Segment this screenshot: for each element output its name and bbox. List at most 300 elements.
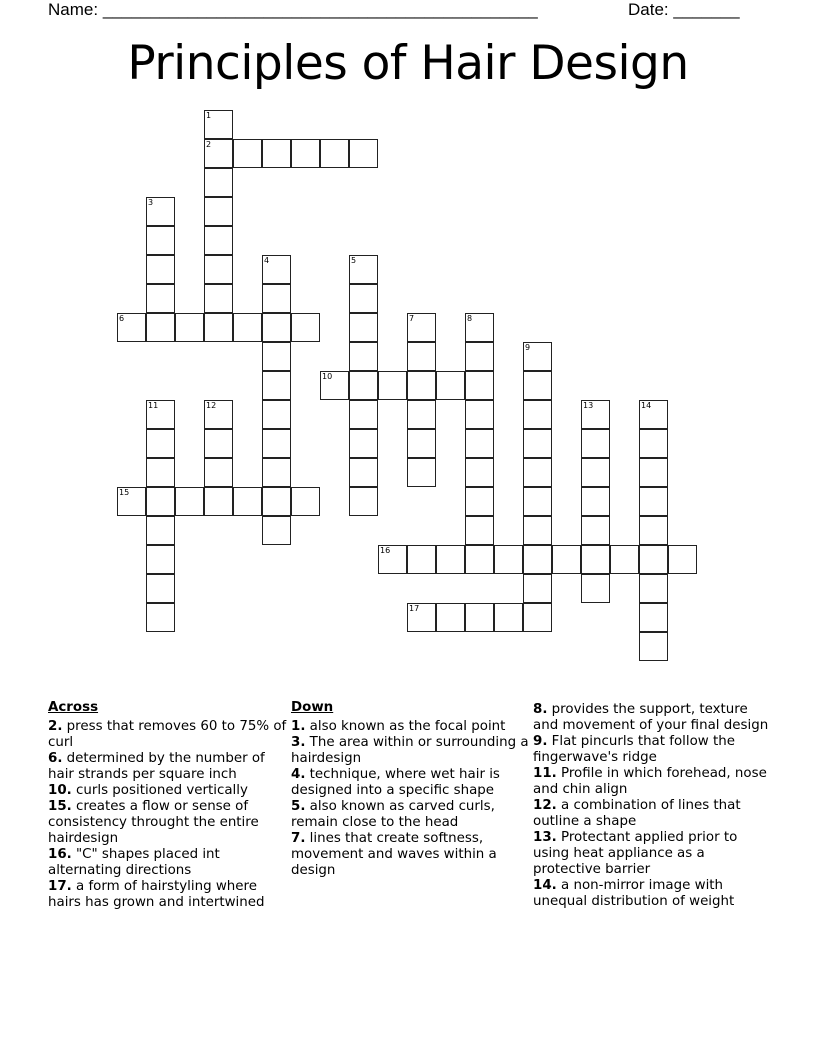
grid-cell[interactable] (523, 487, 552, 516)
clue-text: Profile in which forehead, nose and chin align (533, 766, 767, 797)
clue-item (48, 879, 288, 911)
cell-input[interactable] (147, 459, 174, 486)
clue-number: 9 (525, 343, 531, 352)
grid-cell[interactable] (262, 313, 291, 342)
cell-input[interactable] (263, 343, 290, 370)
cell-input[interactable] (582, 401, 609, 428)
clue-number: 6 (119, 314, 125, 323)
grid-cell[interactable] (465, 458, 494, 487)
grid-cell[interactable] (262, 400, 291, 429)
clue-text: technique, where wet hair is designed into a specific shape (291, 767, 500, 798)
cell-input[interactable] (640, 575, 667, 602)
grid-cell[interactable] (320, 139, 349, 168)
clue-number: 5 (351, 256, 357, 265)
cell-input[interactable] (292, 140, 319, 167)
cell-input[interactable] (234, 140, 261, 167)
grid-cell[interactable] (552, 545, 581, 574)
grid-cell[interactable] (523, 371, 552, 400)
down-clue-list (291, 719, 531, 879)
clue-item (48, 751, 288, 783)
cell-input[interactable] (524, 604, 551, 631)
grid-cell[interactable] (349, 313, 378, 342)
grid-cell[interactable] (581, 487, 610, 516)
grid-cell[interactable] (523, 603, 552, 632)
grid-cell[interactable] (523, 516, 552, 545)
grid-cell[interactable] (262, 139, 291, 168)
clue-text: a combination of lines that outline a shape (533, 798, 741, 829)
clue-item (533, 766, 773, 798)
grid-cell[interactable] (523, 342, 552, 371)
cell-input[interactable] (524, 372, 551, 399)
clue-number: 8. (533, 702, 548, 717)
cell-input[interactable] (466, 430, 493, 457)
cell-input[interactable] (263, 314, 290, 341)
grid-cell[interactable] (146, 400, 175, 429)
clue-number: 3. (291, 735, 306, 750)
grid-cell[interactable] (407, 371, 436, 400)
name-label: Name: (48, 0, 99, 19)
grid-cell[interactable] (349, 284, 378, 313)
grid-cell[interactable] (465, 603, 494, 632)
cell-input[interactable] (466, 459, 493, 486)
cell-input[interactable] (263, 285, 290, 312)
cell-input[interactable] (350, 285, 377, 312)
cell-input[interactable] (466, 488, 493, 515)
cell-input[interactable] (524, 401, 551, 428)
grid-cell[interactable] (117, 313, 146, 342)
cell-input[interactable] (524, 517, 551, 544)
cell-input[interactable] (234, 488, 261, 515)
clue-item (291, 735, 531, 767)
cell-input[interactable] (350, 372, 377, 399)
grid-cell[interactable] (407, 400, 436, 429)
clue-number: 9. (533, 734, 548, 749)
clue-item (291, 719, 531, 735)
clue-number: 3 (148, 198, 154, 207)
clue-number: 15 (119, 488, 130, 497)
cell-input[interactable] (524, 459, 551, 486)
grid-cell[interactable] (262, 371, 291, 400)
cell-input[interactable] (263, 401, 290, 428)
cell-input[interactable] (582, 459, 609, 486)
cell-input[interactable] (263, 372, 290, 399)
cell-input[interactable] (263, 140, 290, 167)
cell-input[interactable] (263, 459, 290, 486)
cell-input[interactable] (350, 488, 377, 515)
cell-input[interactable] (582, 430, 609, 457)
grid-cell[interactable] (494, 545, 523, 574)
grid-cell[interactable] (407, 545, 436, 574)
cell-input[interactable] (611, 546, 638, 573)
clue-text: provides the support, texture and movement of your final design (533, 702, 769, 733)
grid-cell[interactable] (175, 313, 204, 342)
cell-input[interactable] (205, 314, 232, 341)
cell-input[interactable] (263, 488, 290, 515)
name-blank[interactable]: ______________________________________________ (102, 0, 538, 19)
cell-input[interactable] (582, 546, 609, 573)
grid-cell[interactable] (465, 516, 494, 545)
clue-number: 11 (148, 401, 159, 410)
grid-cell[interactable] (146, 574, 175, 603)
clue-text: Flat pincurls that follow the fingerwave's ridge (533, 734, 735, 765)
cell-input[interactable] (640, 401, 667, 428)
clue-number: 4. (291, 767, 306, 782)
cell-input[interactable] (408, 459, 435, 486)
grid-cell[interactable] (436, 545, 465, 574)
cell-input[interactable] (263, 430, 290, 457)
down-heading: Down (291, 700, 334, 715)
grid-cell[interactable] (523, 545, 552, 574)
grid-cell[interactable] (146, 458, 175, 487)
cell-input[interactable] (640, 488, 667, 515)
cell-input[interactable] (147, 488, 174, 515)
clue-number: 16. (48, 847, 72, 862)
grid-cell[interactable] (146, 487, 175, 516)
cell-input[interactable] (147, 517, 174, 544)
clue-number: 1. (291, 719, 306, 734)
grid-cell[interactable] (639, 429, 668, 458)
clue-item (48, 783, 288, 799)
grid-cell[interactable] (407, 429, 436, 458)
grid-cell[interactable] (204, 284, 233, 313)
cell-input[interactable] (147, 285, 174, 312)
grid-cell[interactable] (581, 545, 610, 574)
grid-cell[interactable] (668, 545, 697, 574)
grid-cell[interactable] (523, 429, 552, 458)
grid-cell[interactable] (349, 400, 378, 429)
cell-input[interactable] (408, 430, 435, 457)
grid-cell[interactable] (349, 429, 378, 458)
grid-cell[interactable] (436, 371, 465, 400)
clue-text: Protectant applied prior to using heat appliance as a protective barrier (533, 830, 738, 877)
clue-number: 13. (533, 830, 557, 845)
grid-cell[interactable] (262, 516, 291, 545)
grid-cell[interactable] (204, 168, 233, 197)
clue-number: 17. (48, 879, 72, 894)
across-heading: Across (48, 700, 99, 715)
cell-input[interactable] (640, 517, 667, 544)
cell-input[interactable] (524, 430, 551, 457)
cell-input[interactable] (147, 546, 174, 573)
cell-input[interactable] (553, 546, 580, 573)
cell-input[interactable] (205, 140, 232, 167)
cell-input[interactable] (350, 430, 377, 457)
grid-cell[interactable] (146, 516, 175, 545)
grid-cell[interactable] (146, 255, 175, 284)
grid-cell[interactable] (204, 487, 233, 516)
grid-cell[interactable] (262, 284, 291, 313)
grid-cell[interactable] (465, 545, 494, 574)
grid-cell[interactable] (494, 603, 523, 632)
grid-cell[interactable] (204, 313, 233, 342)
grid-cell[interactable] (204, 110, 233, 139)
grid-cell[interactable] (262, 342, 291, 371)
grid-cell[interactable] (320, 371, 349, 400)
clue-item (533, 702, 773, 734)
clue-number: 1 (206, 111, 212, 120)
grid-cell[interactable] (204, 139, 233, 168)
across-clue-list (48, 719, 288, 911)
grid-cell[interactable] (349, 342, 378, 371)
grid-cell[interactable] (349, 487, 378, 516)
grid-cell[interactable] (523, 400, 552, 429)
cell-input[interactable] (582, 488, 609, 515)
clue-number: 16 (380, 546, 391, 555)
clue-number: 8 (467, 314, 473, 323)
cell-input[interactable] (147, 575, 174, 602)
clue-text: a non-mirror image with unequal distribution of weight (533, 878, 735, 909)
grid-cell[interactable] (204, 197, 233, 226)
grid-cell[interactable] (204, 255, 233, 284)
down-clue-list-continued (533, 702, 773, 910)
cell-input[interactable] (495, 604, 522, 631)
down-clues-continued (533, 702, 773, 910)
cell-input[interactable] (205, 227, 232, 254)
cell-input[interactable] (147, 198, 174, 225)
cell-input[interactable] (350, 140, 377, 167)
grid-cell[interactable] (378, 545, 407, 574)
grid-cell[interactable] (436, 603, 465, 632)
clue-item (291, 831, 531, 879)
cell-input[interactable] (205, 198, 232, 225)
cell-input[interactable] (205, 459, 232, 486)
cell-input[interactable] (437, 604, 464, 631)
cell-input[interactable] (350, 343, 377, 370)
cell-input[interactable] (408, 604, 435, 631)
clue-item (533, 830, 773, 878)
cell-input[interactable] (408, 314, 435, 341)
clue-number: 4 (264, 256, 270, 265)
cell-input[interactable] (263, 517, 290, 544)
grid-cell[interactable] (639, 400, 668, 429)
cell-input[interactable] (234, 314, 261, 341)
cell-input[interactable] (350, 256, 377, 283)
cell-input[interactable] (437, 546, 464, 573)
cell-input[interactable] (466, 372, 493, 399)
grid-cell[interactable] (262, 458, 291, 487)
grid-cell[interactable] (639, 487, 668, 516)
cell-input[interactable] (408, 372, 435, 399)
cell-input[interactable] (205, 488, 232, 515)
cell-input[interactable] (466, 604, 493, 631)
clue-number: 15. (48, 799, 72, 814)
clue-number: 10 (322, 372, 333, 381)
clue-number: 11. (533, 766, 557, 781)
clue-number: 17 (409, 604, 420, 613)
grid-cell[interactable] (233, 313, 262, 342)
across-clues (48, 700, 288, 911)
cell-input[interactable] (640, 430, 667, 457)
cell-input[interactable] (524, 343, 551, 370)
grid-cell[interactable] (378, 371, 407, 400)
clue-item (291, 799, 531, 831)
grid-cell[interactable] (146, 313, 175, 342)
grid-cell[interactable] (465, 429, 494, 458)
grid-cell[interactable] (349, 255, 378, 284)
clue-item (291, 767, 531, 799)
cell-input[interactable] (176, 488, 203, 515)
cell-input[interactable] (205, 169, 232, 196)
clue-text: The area within or surrounding a hairdesign (291, 735, 529, 766)
cell-input[interactable] (582, 517, 609, 544)
cell-input[interactable] (350, 314, 377, 341)
grid-cell[interactable] (465, 371, 494, 400)
cell-input[interactable] (408, 546, 435, 573)
cell-input[interactable] (118, 488, 145, 515)
grid-cell[interactable] (407, 342, 436, 371)
grid-cell[interactable] (146, 284, 175, 313)
grid-cell[interactable] (639, 603, 668, 632)
cell-input[interactable] (350, 459, 377, 486)
cell-input[interactable] (205, 430, 232, 457)
down-clues (291, 700, 531, 879)
grid-cell[interactable] (204, 458, 233, 487)
clue-item (48, 847, 288, 879)
grid-cell[interactable] (262, 429, 291, 458)
cell-input[interactable] (524, 546, 551, 573)
grid-cell[interactable] (639, 545, 668, 574)
grid-cell[interactable] (465, 342, 494, 371)
cell-input[interactable] (147, 256, 174, 283)
grid-cell[interactable] (639, 516, 668, 545)
clue-number: 7 (409, 314, 415, 323)
cell-input[interactable] (350, 401, 377, 428)
grid-cell[interactable] (610, 545, 639, 574)
clue-text: curls positioned vertically (71, 783, 248, 798)
cell-input[interactable] (379, 546, 406, 573)
cell-input[interactable] (524, 575, 551, 602)
clue-item (533, 734, 773, 766)
page-title: Principles of Hair Design (127, 36, 689, 91)
grid-cell[interactable] (465, 400, 494, 429)
cell-input[interactable] (205, 111, 232, 138)
clue-number: 2. (48, 719, 63, 734)
grid-cell[interactable] (465, 487, 494, 516)
cell-input[interactable] (466, 314, 493, 341)
clue-number: 2 (206, 140, 212, 149)
cell-input[interactable] (147, 401, 174, 428)
cell-input[interactable] (466, 546, 493, 573)
grid-cell[interactable] (146, 226, 175, 255)
clue-text: lines that create softness, movement and waves within a design (291, 831, 497, 878)
cell-input[interactable] (437, 372, 464, 399)
grid-cell[interactable] (146, 429, 175, 458)
clue-text: "C" shapes placed int alternating directions (48, 847, 220, 878)
grid-cell[interactable] (523, 458, 552, 487)
clue-number: 7. (291, 831, 306, 846)
cell-input[interactable] (205, 401, 232, 428)
cell-input[interactable] (147, 430, 174, 457)
clue-number: 12. (533, 798, 557, 813)
cell-input[interactable] (147, 314, 174, 341)
cell-input[interactable] (669, 546, 696, 573)
grid-cell[interactable] (407, 603, 436, 632)
grid-cell[interactable] (581, 400, 610, 429)
grid-cell[interactable] (349, 139, 378, 168)
clue-text: also known as carved curls, remain close to the head (291, 799, 495, 830)
cell-input[interactable] (495, 546, 522, 573)
cell-input[interactable] (466, 517, 493, 544)
grid-cell[interactable] (349, 371, 378, 400)
grid-cell[interactable] (407, 458, 436, 487)
cell-input[interactable] (582, 575, 609, 602)
grid-cell[interactable] (262, 255, 291, 284)
cell-input[interactable] (292, 314, 319, 341)
date-blank[interactable]: _______ (673, 0, 740, 19)
cell-input[interactable] (292, 488, 319, 515)
clue-number: 12 (206, 401, 217, 410)
cell-input[interactable] (408, 401, 435, 428)
cell-input[interactable] (466, 343, 493, 370)
grid-cell[interactable] (204, 429, 233, 458)
cell-input[interactable] (147, 604, 174, 631)
clue-number: 5. (291, 799, 306, 814)
clue-text: creates a flow or sense of consistency throught the entire hairdesign (48, 799, 259, 846)
grid-cell[interactable] (233, 487, 262, 516)
grid-cell[interactable] (581, 574, 610, 603)
clue-number: 14. (533, 878, 557, 893)
grid-cell[interactable] (291, 313, 320, 342)
cell-input[interactable] (205, 256, 232, 283)
grid-cell[interactable] (581, 458, 610, 487)
grid-cell[interactable] (146, 197, 175, 226)
cell-input[interactable] (640, 604, 667, 631)
grid-cell[interactable] (581, 429, 610, 458)
cell-input[interactable] (118, 314, 145, 341)
grid-cell[interactable] (291, 139, 320, 168)
cell-input[interactable] (408, 343, 435, 370)
cell-input[interactable] (321, 140, 348, 167)
grid-cell[interactable] (117, 487, 146, 516)
clue-number: 13 (583, 401, 594, 410)
grid-cell[interactable] (639, 458, 668, 487)
clue-item (533, 798, 773, 830)
cell-input[interactable] (524, 488, 551, 515)
cell-input[interactable] (640, 633, 667, 660)
grid-cell[interactable] (175, 487, 204, 516)
grid-cell[interactable] (523, 574, 552, 603)
grid-cell[interactable] (146, 603, 175, 632)
grid-cell[interactable] (204, 400, 233, 429)
grid-cell[interactable] (581, 516, 610, 545)
grid-cell[interactable] (407, 313, 436, 342)
grid-cell[interactable] (262, 487, 291, 516)
grid-cell[interactable] (639, 574, 668, 603)
cell-input[interactable] (147, 227, 174, 254)
clue-text: determined by the number of hair strands per square inch (48, 751, 265, 782)
grid-cell[interactable] (146, 545, 175, 574)
cell-input[interactable] (466, 401, 493, 428)
date-label: Date: (628, 0, 669, 19)
cell-input[interactable] (640, 546, 667, 573)
cell-input[interactable] (321, 372, 348, 399)
grid-cell[interactable] (465, 313, 494, 342)
grid-cell[interactable] (233, 139, 262, 168)
grid-cell[interactable] (349, 458, 378, 487)
clue-number: 14 (641, 401, 652, 410)
clue-item (533, 878, 773, 910)
clue-text: a form of hairstyling where hairs has grown and intertwined (48, 879, 265, 910)
cell-input[interactable] (263, 256, 290, 283)
grid-cell[interactable] (204, 226, 233, 255)
cell-input[interactable] (205, 285, 232, 312)
cell-input[interactable] (176, 314, 203, 341)
cell-input[interactable] (640, 459, 667, 486)
grid-cell[interactable] (639, 632, 668, 661)
grid-cell[interactable] (291, 487, 320, 516)
cell-input[interactable] (379, 372, 406, 399)
clue-number: 6. (48, 751, 63, 766)
